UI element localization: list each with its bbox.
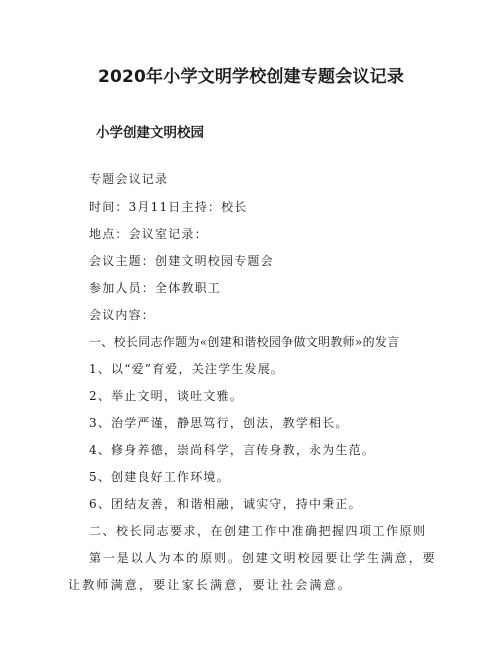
document-title: 2020年小学文明学校创建专题会议记录 bbox=[97, 67, 405, 87]
body-line: 5、创建良好工作环境。 bbox=[89, 470, 230, 484]
body-line: 专题会议记录 bbox=[89, 172, 169, 186]
body-line: 二、校长同志要求，在创建工作中准确把握四项工作原则 bbox=[89, 524, 427, 538]
document-subtitle: 小学创建文明校园 bbox=[96, 125, 204, 141]
body-line: 参加人员：全体教职工 bbox=[89, 281, 222, 295]
body-line: 时间：3月11日主持：校长 bbox=[89, 200, 248, 214]
body-line: 会议内容： bbox=[89, 308, 156, 322]
body-line: 地点：会议室记录： bbox=[89, 227, 208, 241]
body-line: 第一是以人为本的原则。创建文明校园要让学生满意，要 bbox=[89, 551, 437, 565]
body-line: 会议主题：创建文明校园专题会 bbox=[89, 254, 274, 268]
body-line: 6、团结友善，和谐相融，诚实守，持中秉正。 bbox=[89, 497, 362, 511]
body-line: 4、修身养德，崇尚科学，言传身教，永为生范。 bbox=[89, 443, 376, 457]
body-line: 3、治学严谨，静思笃行，创法，教学相长。 bbox=[89, 416, 349, 430]
body-line: 让教师满意，要让家长满意，要让社会满意。 bbox=[68, 578, 353, 592]
body-line: 2、举止文明，谈吐文雅。 bbox=[89, 389, 244, 403]
body-line: 1、以“爱”育爱，关注学生发展。 bbox=[89, 362, 285, 376]
body-line: 一、校长同志作题为«创建和谐校园争做文明教师»的发言 bbox=[89, 335, 400, 349]
